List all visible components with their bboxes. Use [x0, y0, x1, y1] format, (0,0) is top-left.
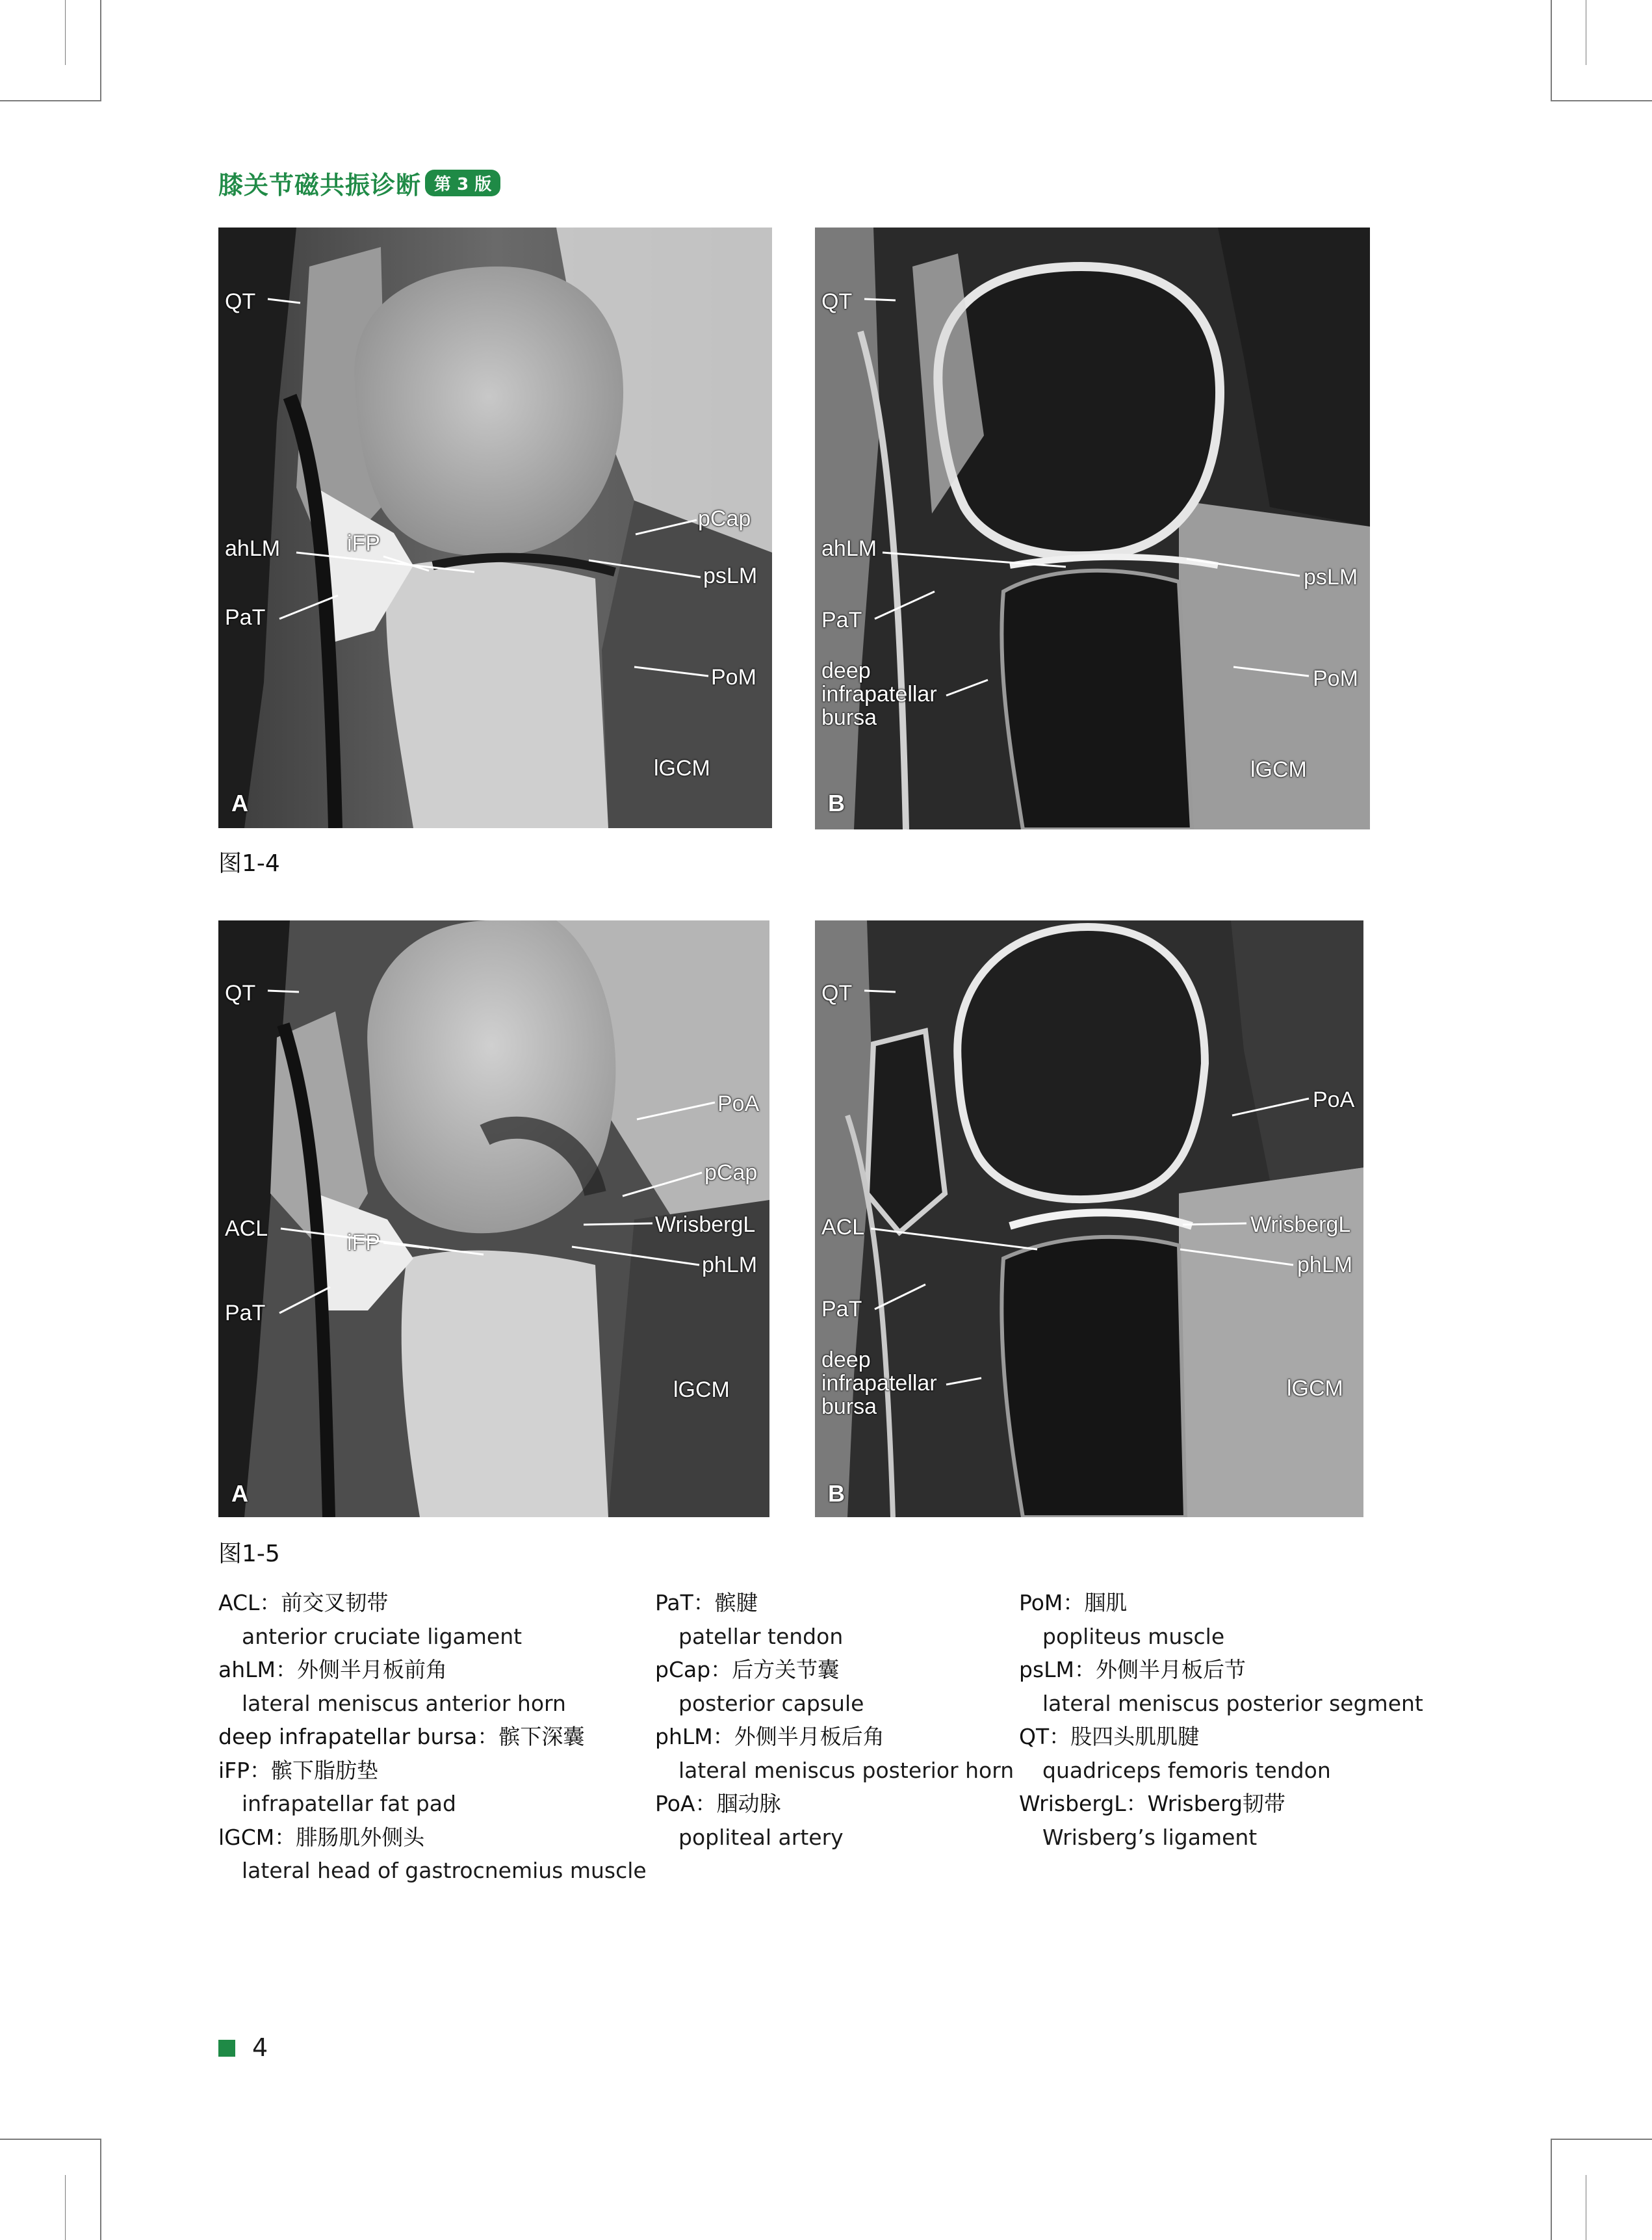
glossary-col-2 [655, 1586, 1014, 1854]
book-title: 膝关节磁共振诊断 [218, 170, 422, 200]
panel-letter: A [231, 790, 248, 816]
label-pslm: psLM [703, 564, 758, 588]
label-pom: PoM [1313, 666, 1358, 691]
label-lgcm: lGCM [1287, 1376, 1343, 1401]
label-qt: QT [821, 981, 853, 1006]
panel-letter: B [828, 1480, 845, 1507]
panel-letter: A [231, 1480, 248, 1507]
label-phlm: phLM [1297, 1253, 1353, 1277]
label-qt: QT [225, 289, 256, 314]
label-pslm: psLM [1304, 565, 1358, 590]
page-number: 4 [252, 2033, 268, 2062]
label-infrapatellar: infrapatellar [821, 682, 937, 707]
label-lgcm: lGCM [1250, 757, 1307, 782]
glossary-entry: pCap：后方关节囊 posterior capsule [655, 1657, 864, 1716]
label-acl: ACL [225, 1216, 268, 1241]
edition-badge: 第 3 版 [425, 170, 500, 196]
figure-caption: 图1-5 [218, 1541, 280, 1567]
label-phlm: phLM [702, 1253, 758, 1277]
label-bursa: bursa [821, 1394, 877, 1419]
label-pat: PaT [821, 1297, 862, 1322]
label-bursa: bursa [821, 705, 877, 730]
label-lgcm: lGCM [654, 756, 710, 781]
label-pat: PaT [821, 608, 862, 632]
glossary-entry: psLM：外侧半月板后节 lateral meniscus posterior segment [1019, 1657, 1423, 1716]
glossary-entry: deep infrapatellar bursa：髌下深囊 [218, 1724, 585, 1749]
glossary-entry: ACL：前交叉韧带 anterior cruciate ligament [218, 1590, 523, 1649]
glossary-col-3 [1019, 1586, 1423, 1854]
label-qt: QT [225, 981, 256, 1006]
label-pat: PaT [225, 1301, 266, 1325]
label-qt: QT [821, 289, 853, 314]
label-ifp: iFP [347, 1231, 380, 1255]
label-wrisbergl: WrisbergL [655, 1212, 756, 1237]
glossary-entry: QT：股四头肌肌腱 quadriceps femoris tendon [1019, 1724, 1331, 1783]
glossary-entry: ahLM：外侧半月板前角 lateral meniscus anterior horn [218, 1657, 566, 1716]
label-pat: PaT [225, 605, 266, 630]
label-pcap: pCap [704, 1160, 758, 1185]
label-ahlm: ahLM [821, 536, 877, 561]
label-deep: deep [821, 658, 871, 683]
panel-letter: B [828, 790, 845, 816]
label-pcap: pCap [698, 506, 751, 531]
label-poa: PoA [717, 1091, 760, 1116]
label-lgcm: lGCM [673, 1377, 730, 1402]
label-acl: ACL [821, 1215, 865, 1240]
glossary-entry: WrisbergL：Wrisberg韧带 Wrisberg’s ligament [1019, 1791, 1285, 1850]
label-pom: PoM [711, 665, 756, 690]
glossary-entry: PoA：腘动脉 popliteal artery [655, 1791, 844, 1850]
label-wrisbergl: WrisbergL [1250, 1212, 1351, 1237]
label-ifp: iFP [347, 531, 380, 556]
figure-caption: 图1-4 [218, 850, 280, 877]
glossary-entry: PoM：腘肌 popliteus muscle [1019, 1590, 1225, 1649]
label-ahlm: ahLM [225, 536, 281, 561]
glossary-entry: phLM：外侧半月板后角 lateral meniscus posterior horn [655, 1724, 1014, 1783]
label-poa: PoA [1313, 1087, 1355, 1112]
glossary-col-1 [218, 1586, 647, 1888]
label-infrapatellar: infrapatellar [821, 1371, 937, 1396]
glossary-entry: lGCM：腓肠肌外侧头 lateral head of gastrocnemius muscle [218, 1824, 647, 1883]
label-deep: deep [821, 1348, 871, 1372]
glossary-entry: PaT：髌腱 patellar tendon [655, 1590, 844, 1649]
page-marker [218, 2040, 235, 2057]
glossary-entry: iFP：髌下脂肪垫 infrapatellar fat pad [218, 1757, 456, 1816]
